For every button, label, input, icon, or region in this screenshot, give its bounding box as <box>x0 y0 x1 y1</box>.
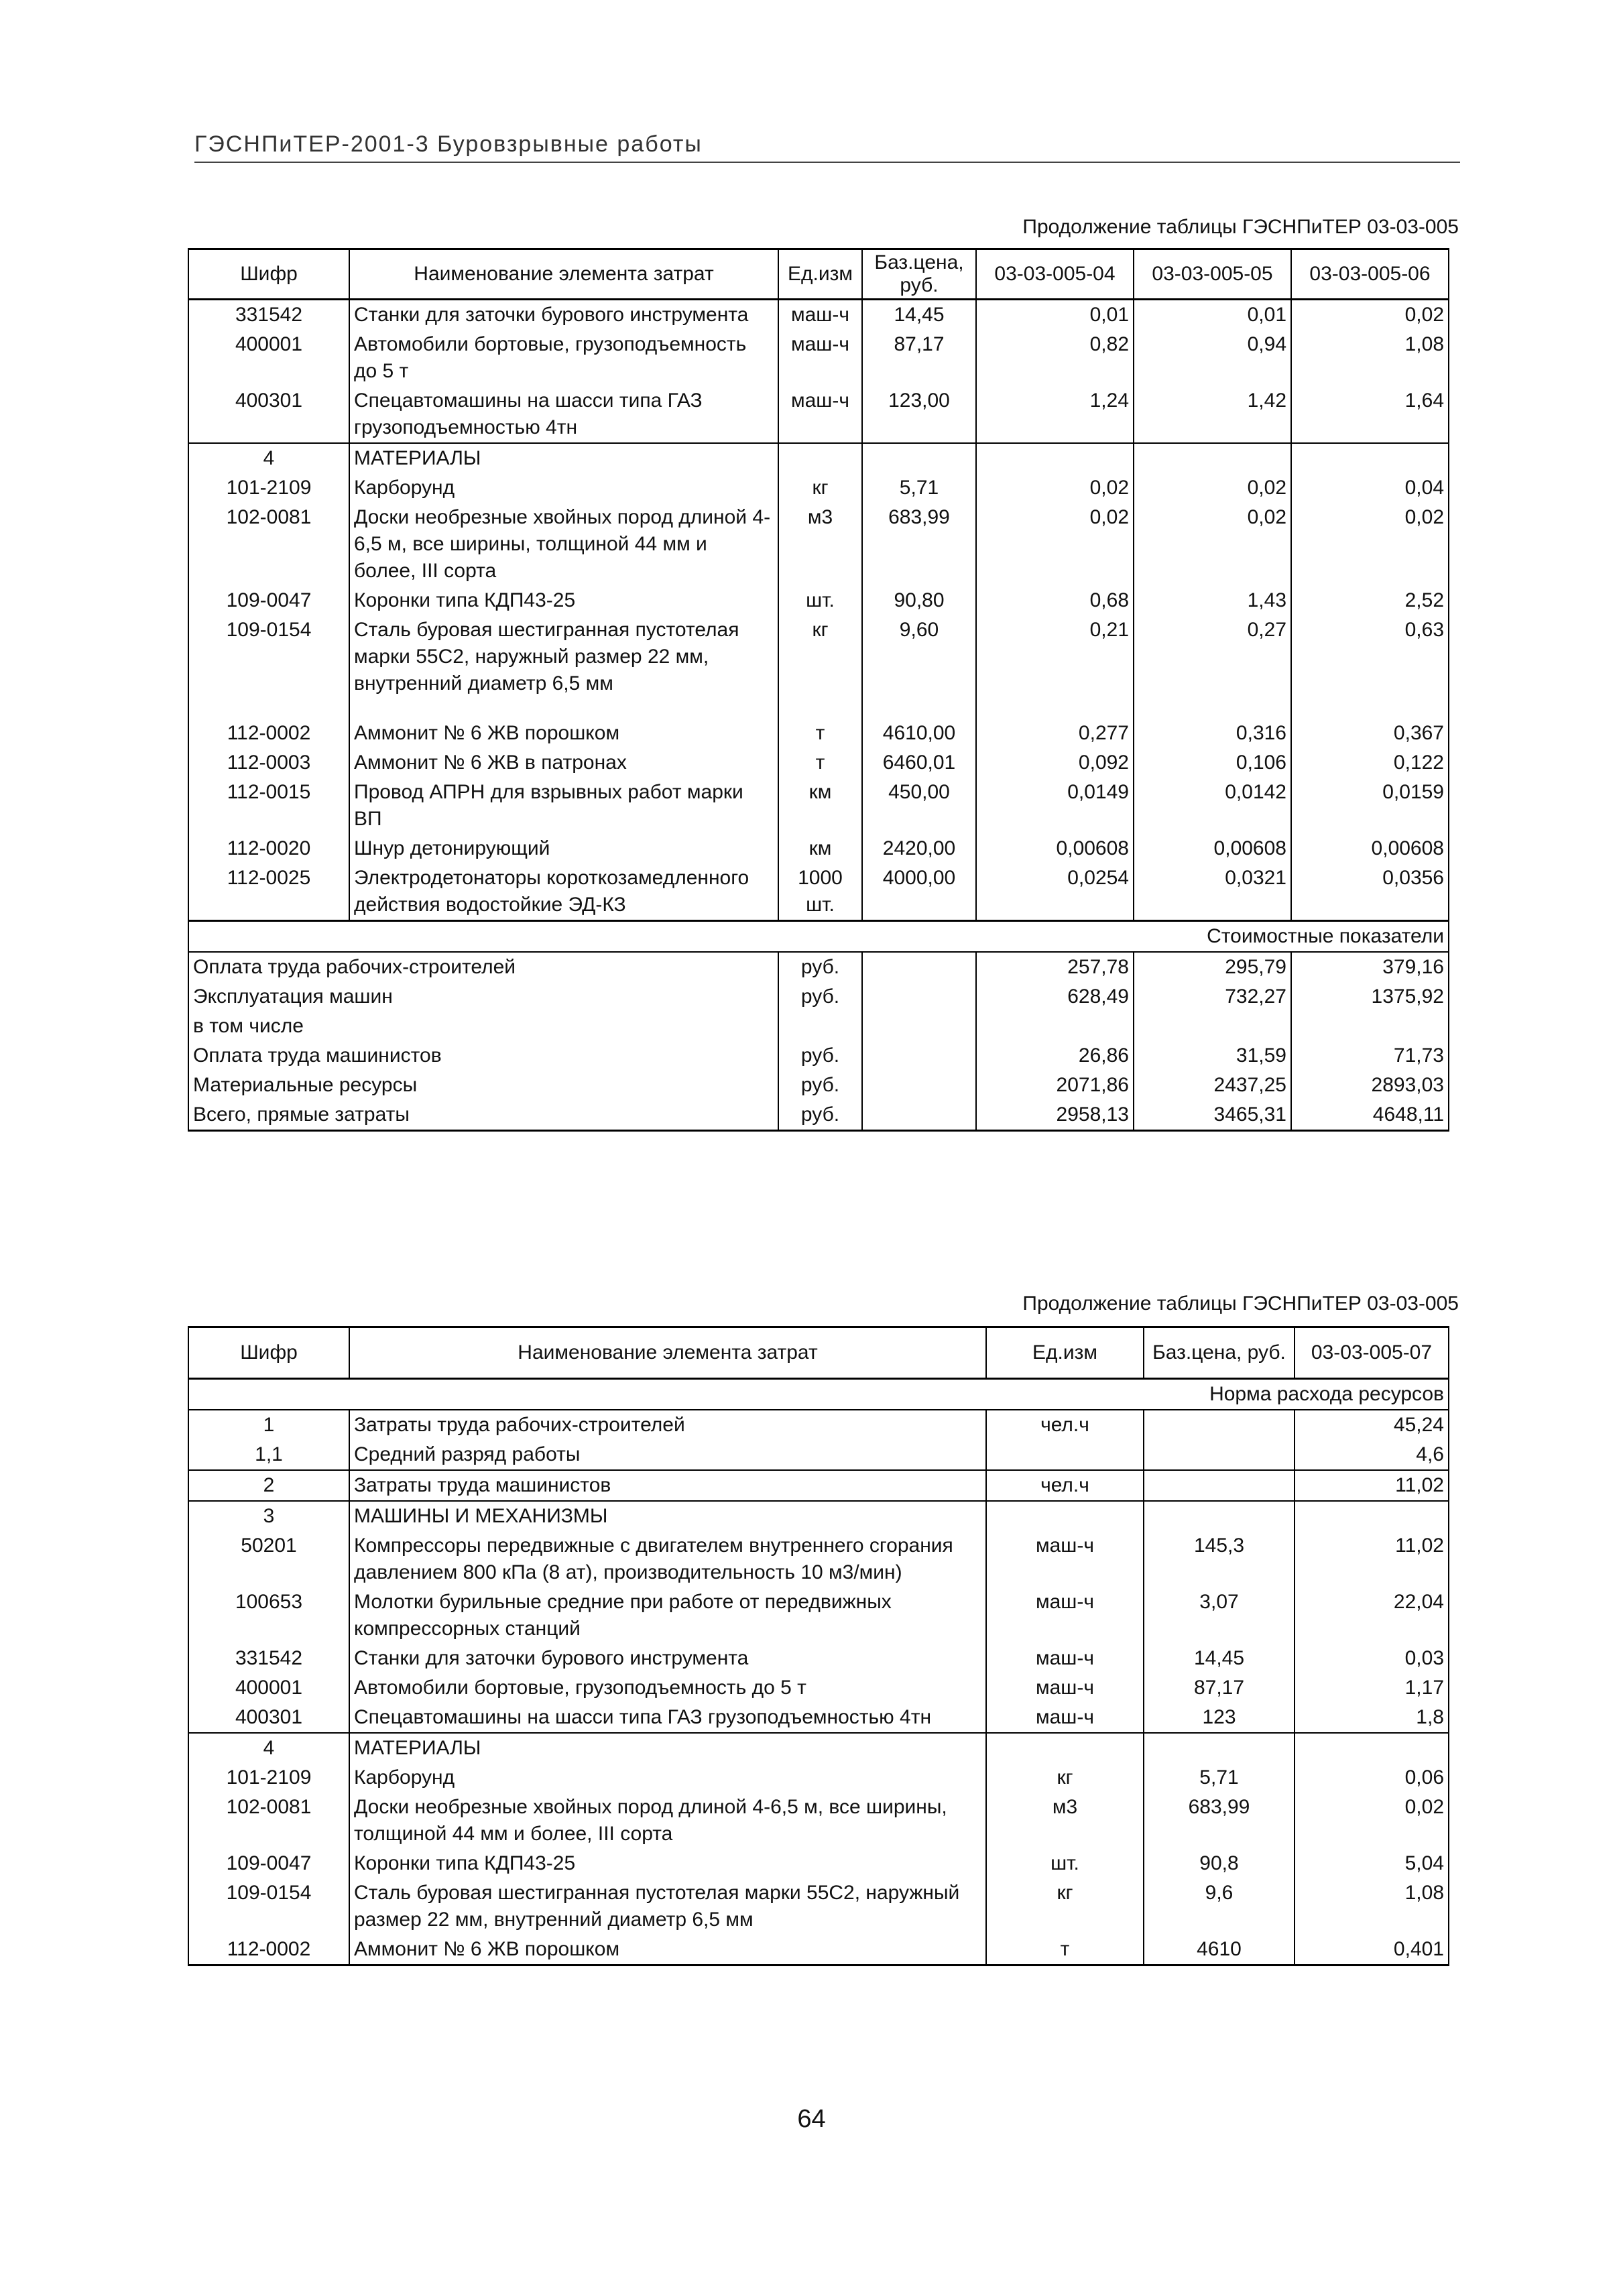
code-cell: 109-0047 <box>188 586 349 615</box>
name-cell: Доски необрезные хвойных пород длиной 4-6,5 м, все ширины, толщиной 44 мм и более, III сорта <box>349 1793 986 1849</box>
unit-cell: 1000 шт. <box>778 863 862 921</box>
value-cell: 0,401 <box>1295 1935 1449 1966</box>
value-cell: 0,06 <box>1295 1763 1449 1793</box>
value-cell: 379,16 <box>1291 952 1449 982</box>
empty-cell <box>862 1041 976 1071</box>
empty-cell <box>862 1100 976 1131</box>
value-cell: 0,367 <box>1291 719 1449 748</box>
name-cell: Аммонит № 6 ЖВ порошком <box>349 719 778 748</box>
unit-cell: чел.ч <box>986 1410 1144 1440</box>
column-header: Наименование элемента затрат <box>349 1327 986 1379</box>
table-row <box>188 1793 1449 1849</box>
code-cell: 100653 <box>188 1587 349 1644</box>
cost-label: Эксплуатация машин <box>188 982 778 1012</box>
spacer-cell <box>1291 699 1449 719</box>
table-row <box>188 1849 1449 1878</box>
price-cell: 4610 <box>1144 1935 1295 1966</box>
value-cell <box>1134 443 1291 473</box>
value-cell: 0,0356 <box>1291 863 1449 921</box>
table-row <box>188 386 1449 443</box>
code-cell: 1,1 <box>188 1440 349 1470</box>
value-cell: 0,94 <box>1134 330 1291 386</box>
value-cell <box>976 1012 1134 1041</box>
value-cell: 11,02 <box>1295 1470 1449 1501</box>
code-cell: 101-2109 <box>188 1763 349 1793</box>
price-cell: 87,17 <box>862 330 976 386</box>
table-row <box>188 1673 1449 1703</box>
table1-caption: Продолжение таблицы ГЭСНПиТЕР 03-03-005 <box>1022 216 1459 238</box>
unit-cell: маш-ч <box>778 300 862 330</box>
table1-header-row <box>188 249 1449 300</box>
spacer-cell <box>349 699 778 719</box>
cost-label: в том числе <box>188 1012 778 1041</box>
value-cell: 0,0321 <box>1134 863 1291 921</box>
cost-row <box>188 1100 1449 1131</box>
table2-caption: Продолжение таблицы ГЭСНПиТЕР 03-03-005 <box>1022 1292 1459 1315</box>
value-cell: 0,27 <box>1134 615 1291 699</box>
value-cell: 0,316 <box>1134 719 1291 748</box>
name-cell: Сталь буровая шестигранная пустотелая марки 55С2, наружный размер 22 мм, внутренний диаметр 6,5 мм <box>349 1878 986 1935</box>
unit-cell: кг <box>986 1878 1144 1935</box>
value-cell: 26,86 <box>976 1041 1134 1071</box>
unit-cell: руб. <box>778 952 862 982</box>
column-header: 03-03-005-05 <box>1134 249 1291 300</box>
value-cell: 0,00608 <box>1291 834 1449 863</box>
page-number: 64 <box>797 2105 826 2133</box>
unit-cell: чел.ч <box>986 1470 1144 1501</box>
value-cell: 1,43 <box>1134 586 1291 615</box>
empty-cell <box>862 982 976 1012</box>
unit-cell: маш-ч <box>986 1703 1144 1733</box>
value-cell: 1,8 <box>1295 1703 1449 1733</box>
value-cell: 628,49 <box>976 982 1134 1012</box>
name-cell: Автомобили бортовые, грузоподъемность до 5 т <box>349 1673 986 1703</box>
column-header: Ед.изм <box>986 1327 1144 1379</box>
name-cell: Карборунд <box>349 473 778 503</box>
value-cell: 1375,92 <box>1291 982 1449 1012</box>
table-row <box>188 1763 1449 1793</box>
table-row <box>188 443 1449 473</box>
name-cell: Сталь буровая шестигранная пустотелая марки 55С2, наружный размер 22 мм, внутренний диаметр 6,5 мм <box>349 615 778 699</box>
code-cell: 112-0025 <box>188 863 349 921</box>
table1 <box>188 248 1449 1132</box>
price-cell: 14,45 <box>862 300 976 330</box>
spacer-row <box>188 699 1449 719</box>
spacer-cell <box>862 699 976 719</box>
code-cell: 3 <box>188 1501 349 1531</box>
price-cell: 90,80 <box>862 586 976 615</box>
value-cell <box>1291 1012 1449 1041</box>
value-cell: 0,01 <box>1134 300 1291 330</box>
cost-row <box>188 952 1449 982</box>
empty-cell <box>862 1071 976 1100</box>
price-cell: 2420,00 <box>862 834 976 863</box>
price-cell: 6460,01 <box>862 748 976 778</box>
table-row <box>188 300 1449 330</box>
value-cell: 0,02 <box>1291 300 1449 330</box>
value-cell: 0,63 <box>1291 615 1449 699</box>
code-cell: 101-2109 <box>188 473 349 503</box>
value-cell: 295,79 <box>1134 952 1291 982</box>
table-row <box>188 1878 1449 1935</box>
value-cell: 0,00608 <box>976 834 1134 863</box>
name-cell: Аммонит № 6 ЖВ порошком <box>349 1935 986 1966</box>
value-cell: 2071,86 <box>976 1071 1134 1100</box>
band-label: Стоимостные показатели <box>188 921 1449 953</box>
price-cell <box>1144 1733 1295 1763</box>
unit-cell <box>778 1012 862 1041</box>
name-cell: Автомобили бортовые, грузоподъемность до 5 т <box>349 330 778 386</box>
unit-cell: маш-ч <box>986 1531 1144 1587</box>
unit-cell <box>986 1440 1144 1470</box>
table-row <box>188 1501 1449 1531</box>
table-row <box>188 1703 1449 1733</box>
value-cell <box>1295 1733 1449 1763</box>
price-cell <box>1144 1470 1295 1501</box>
table-row <box>188 1644 1449 1673</box>
table-row <box>188 719 1449 748</box>
cost-row <box>188 1012 1449 1041</box>
empty-cell <box>862 952 976 982</box>
table-row <box>188 1410 1449 1440</box>
name-cell: Средний разряд работы <box>349 1440 986 1470</box>
value-cell: 0,02 <box>976 473 1134 503</box>
cost-label: Оплата труда рабочих-строителей <box>188 952 778 982</box>
code-cell: 4 <box>188 443 349 473</box>
unit-cell: маш-ч <box>986 1673 1144 1703</box>
value-cell: 0,0149 <box>976 778 1134 834</box>
table-row <box>188 834 1449 863</box>
code-cell: 112-0002 <box>188 719 349 748</box>
table-row <box>188 1935 1449 1966</box>
value-cell: 22,04 <box>1295 1587 1449 1644</box>
value-cell <box>1134 1012 1291 1041</box>
column-header: Ед.изм <box>778 249 862 300</box>
code-cell: 109-0154 <box>188 615 349 699</box>
price-cell: 5,71 <box>862 473 976 503</box>
cost-row <box>188 1071 1449 1100</box>
value-cell: 2437,25 <box>1134 1071 1291 1100</box>
value-cell: 4648,11 <box>1291 1100 1449 1131</box>
price-cell <box>1144 1410 1295 1440</box>
value-cell: 0,03 <box>1295 1644 1449 1673</box>
unit-cell <box>986 1733 1144 1763</box>
price-cell: 5,71 <box>1144 1763 1295 1793</box>
spacer-cell <box>976 699 1134 719</box>
unit-cell: руб. <box>778 1100 862 1131</box>
column-header: Шифр <box>188 1327 349 1379</box>
spacer-cell <box>1134 699 1291 719</box>
name-cell: Затраты труда рабочих-строителей <box>349 1410 986 1440</box>
column-header: Шифр <box>188 249 349 300</box>
unit-cell: маш-ч <box>778 330 862 386</box>
value-cell: 0,04 <box>1291 473 1449 503</box>
code-cell: 2 <box>188 1470 349 1501</box>
value-cell: 0,106 <box>1134 748 1291 778</box>
code-cell: 112-0002 <box>188 1935 349 1966</box>
price-cell: 9,60 <box>862 615 976 699</box>
unit-cell: кг <box>986 1763 1144 1793</box>
price-cell: 123,00 <box>862 386 976 443</box>
code-cell: 109-0047 <box>188 1849 349 1878</box>
code-cell: 102-0081 <box>188 503 349 586</box>
code-cell: 112-0003 <box>188 748 349 778</box>
price-cell <box>862 443 976 473</box>
unit-cell: шт. <box>778 586 862 615</box>
name-cell: МАТЕРИАЛЫ <box>349 1733 986 1763</box>
price-cell: 14,45 <box>1144 1644 1295 1673</box>
name-cell: Коронки типа КДП43-25 <box>349 586 778 615</box>
value-cell: 0,02 <box>1291 503 1449 586</box>
value-cell: 1,08 <box>1291 330 1449 386</box>
value-cell: 1,42 <box>1134 386 1291 443</box>
name-cell: Коронки типа КДП43-25 <box>349 1849 986 1878</box>
value-cell <box>976 443 1134 473</box>
value-cell: 0,0159 <box>1291 778 1449 834</box>
unit-cell <box>986 1501 1144 1531</box>
code-cell: 400301 <box>188 386 349 443</box>
value-cell <box>1295 1501 1449 1531</box>
price-cell: 90,8 <box>1144 1849 1295 1878</box>
value-cell: 0,21 <box>976 615 1134 699</box>
value-cell: 31,59 <box>1134 1041 1291 1071</box>
name-cell: Молотки бурильные средние при работе от передвижных компрессорных станций <box>349 1587 986 1644</box>
table-row <box>188 863 1449 921</box>
column-header: Наименование элемента затрат <box>349 249 778 300</box>
name-cell: Затраты труда машинистов <box>349 1470 986 1501</box>
name-cell: Аммонит № 6 ЖВ в патронах <box>349 748 778 778</box>
spacer-cell <box>188 699 349 719</box>
value-cell: 1,64 <box>1291 386 1449 443</box>
price-cell: 683,99 <box>1144 1793 1295 1849</box>
name-cell: Электродетонаторы короткозамедленного действия водостойкие ЭД-КЗ <box>349 863 778 921</box>
unit-cell: маш-ч <box>986 1587 1144 1644</box>
value-cell: 0,0254 <box>976 863 1134 921</box>
code-cell: 50201 <box>188 1531 349 1587</box>
column-header: 03-03-005-07 <box>1295 1327 1449 1379</box>
value-cell: 0,092 <box>976 748 1134 778</box>
price-cell: 9,6 <box>1144 1878 1295 1935</box>
code-cell: 400001 <box>188 330 349 386</box>
code-cell: 331542 <box>188 1644 349 1673</box>
value-cell: 0,02 <box>976 503 1134 586</box>
table-row <box>188 778 1449 834</box>
name-cell: Компрессоры передвижные с двигателем внутреннего сгорания давлением 800 кПа (8 ат), производительность 10 м3/мин) <box>349 1531 986 1587</box>
value-cell: 0,02 <box>1295 1793 1449 1849</box>
value-cell: 0,68 <box>976 586 1134 615</box>
column-header: Баз.цена, руб. <box>862 249 976 300</box>
name-cell: МАТЕРИАЛЫ <box>349 443 778 473</box>
value-cell: 2,52 <box>1291 586 1449 615</box>
unit-cell: маш-ч <box>778 386 862 443</box>
price-cell: 450,00 <box>862 778 976 834</box>
cost-label: Оплата труда машинистов <box>188 1041 778 1071</box>
value-cell <box>1291 443 1449 473</box>
name-cell: Станки для заточки бурового инструмента <box>349 300 778 330</box>
value-cell: 5,04 <box>1295 1849 1449 1878</box>
price-cell: 145,3 <box>1144 1531 1295 1587</box>
cost-label: Всего, прямые затраты <box>188 1100 778 1131</box>
value-cell: 2958,13 <box>976 1100 1134 1131</box>
table-row <box>188 1470 1449 1501</box>
code-cell: 112-0015 <box>188 778 349 834</box>
unit-cell <box>778 443 862 473</box>
price-cell <box>1144 1501 1295 1531</box>
value-cell: 1,17 <box>1295 1673 1449 1703</box>
value-cell: 3465,31 <box>1134 1100 1291 1131</box>
code-cell: 331542 <box>188 300 349 330</box>
name-cell: Станки для заточки бурового инструмента <box>349 1644 986 1673</box>
price-cell: 4000,00 <box>862 863 976 921</box>
value-cell: 0,02 <box>1134 473 1291 503</box>
band-row <box>188 1379 1449 1410</box>
column-header: Баз.цена, руб. <box>1144 1327 1295 1379</box>
code-cell: 1 <box>188 1410 349 1440</box>
unit-cell: км <box>778 778 862 834</box>
value-cell: 0,277 <box>976 719 1134 748</box>
price-cell: 3,07 <box>1144 1587 1295 1644</box>
unit-cell: руб. <box>778 1071 862 1100</box>
value-cell: 0,122 <box>1291 748 1449 778</box>
price-cell: 4610,00 <box>862 719 976 748</box>
table2-header-row <box>188 1327 1449 1379</box>
table-row <box>188 1587 1449 1644</box>
value-cell: 732,27 <box>1134 982 1291 1012</box>
code-cell: 4 <box>188 1733 349 1763</box>
cost-row <box>188 982 1449 1012</box>
value-cell: 257,78 <box>976 952 1134 982</box>
value-cell: 1,08 <box>1295 1878 1449 1935</box>
price-cell: 87,17 <box>1144 1673 1295 1703</box>
code-cell: 400001 <box>188 1673 349 1703</box>
value-cell: 11,02 <box>1295 1531 1449 1587</box>
price-cell: 683,99 <box>862 503 976 586</box>
unit-cell: м3 <box>986 1793 1144 1849</box>
page-header: ГЭСНПиТЕР-2001-3 Буровзрывные работы <box>194 131 1460 163</box>
name-cell: Провод АПРН для взрывных работ марки ВП <box>349 778 778 834</box>
value-cell: 0,0142 <box>1134 778 1291 834</box>
unit-cell: км <box>778 834 862 863</box>
price-cell: 123 <box>1144 1703 1295 1733</box>
name-cell: МАШИНЫ И МЕХАНИЗМЫ <box>349 1501 986 1531</box>
unit-cell: кг <box>778 615 862 699</box>
spacer-cell <box>778 699 862 719</box>
value-cell: 4,6 <box>1295 1440 1449 1470</box>
empty-cell <box>862 1012 976 1041</box>
table2 <box>188 1326 1449 1966</box>
unit-cell: кг <box>778 473 862 503</box>
value-cell: 45,24 <box>1295 1410 1449 1440</box>
table-row <box>188 586 1449 615</box>
code-cell: 102-0081 <box>188 1793 349 1849</box>
price-cell <box>1144 1440 1295 1470</box>
band-row <box>188 921 1449 953</box>
code-cell: 109-0154 <box>188 1878 349 1935</box>
table-row <box>188 503 1449 586</box>
name-cell: Спецавтомашины на шасси типа ГАЗ грузоподъемностью 4тн <box>349 386 778 443</box>
value-cell: 1,24 <box>976 386 1134 443</box>
table-row <box>188 1440 1449 1470</box>
unit-cell: руб. <box>778 1041 862 1071</box>
unit-cell: руб. <box>778 982 862 1012</box>
table-row <box>188 748 1449 778</box>
code-cell: 112-0020 <box>188 834 349 863</box>
unit-cell: маш-ч <box>986 1644 1144 1673</box>
name-cell: Шнур детонирующий <box>349 834 778 863</box>
band-label: Норма расхода ресурсов <box>188 1379 1449 1410</box>
code-cell: 400301 <box>188 1703 349 1733</box>
cost-label: Материальные ресурсы <box>188 1071 778 1100</box>
name-cell: Доски необрезные хвойных пород длиной 4-6,5 м, все ширины, толщиной 44 мм и более, III сорта <box>349 503 778 586</box>
table-row <box>188 1733 1449 1763</box>
unit-cell: т <box>778 719 862 748</box>
table-row <box>188 473 1449 503</box>
name-cell: Карборунд <box>349 1763 986 1793</box>
table-row <box>188 615 1449 699</box>
unit-cell: т <box>778 748 862 778</box>
cost-row <box>188 1041 1449 1071</box>
column-header: 03-03-005-06 <box>1291 249 1449 300</box>
value-cell: 0,82 <box>976 330 1134 386</box>
table-row <box>188 330 1449 386</box>
unit-cell: м3 <box>778 503 862 586</box>
name-cell: Спецавтомашины на шасси типа ГАЗ грузоподъемностью 4тн <box>349 1703 986 1733</box>
column-header: 03-03-005-04 <box>976 249 1134 300</box>
value-cell: 71,73 <box>1291 1041 1449 1071</box>
value-cell: 0,00608 <box>1134 834 1291 863</box>
table-row <box>188 1531 1449 1587</box>
unit-cell: шт. <box>986 1849 1144 1878</box>
value-cell: 0,02 <box>1134 503 1291 586</box>
value-cell: 2893,03 <box>1291 1071 1449 1100</box>
value-cell: 0,01 <box>976 300 1134 330</box>
unit-cell: т <box>986 1935 1144 1966</box>
